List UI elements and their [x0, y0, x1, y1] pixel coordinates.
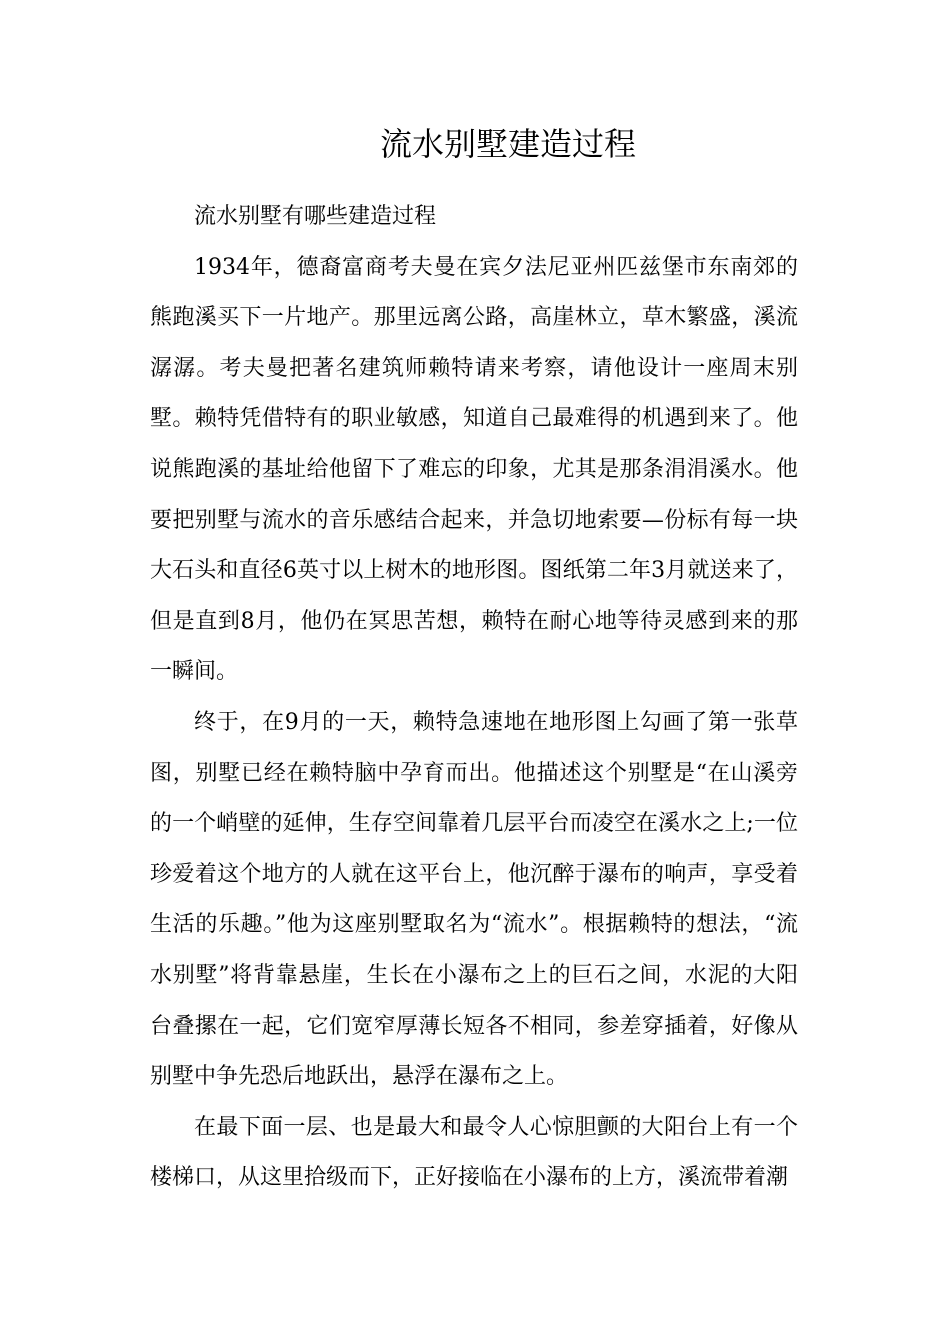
- paragraph-sketch: 终于，在9月的一天，赖特急速地在地形图上勾画了第一张草图，别墅已经在赖特脑中孕育而出。他描述这个别墅是“在山溪旁的一个峭壁的延伸，生存空间靠着几层平台而凌空在溪水之上;一位珍爱着这个地方的人就在这平台上，他沉醉于瀑布的响声，享受着生活的乐趣。”他为这座别墅取名为“流水”。根据赖特的想法，“流水别墅”将背靠悬崖，生长在小瀑布之上的巨石之间，水泥的大阳台叠摞在一起，它们宽窄厚薄长短各不相同，参差穿插着，好像从别墅中争先恐后地跃出，悬浮在瀑布之上。: [150, 709, 798, 1090]
- paragraph-terrace: 在最下面一层、也是最大和最令人心惊胆颤的大阳台上有一个楼梯口，从这里拾级而下，正好接临在小瀑布的上方，溪流带着潮: [150, 1114, 798, 1191]
- paragraph-subtitle: 流水别墅有哪些建造过程: [194, 204, 437, 229]
- document-body: [150, 192, 798, 1204]
- paragraph-1934-purchase: 1934年，德裔富商考夫曼在宾夕法尼亚州匹兹堡市东南郊的熊跑溪买下一片地产。那里远离公路，高崖林立，草木繁盛，溪流潺潺。考夫曼把著名建筑师赖特请来考察，请他设计一座周末别墅。赖特凭借特有的职业敏感，知道自己最难得的机遇到来了。他说熊跑溪的基址给他留下了难忘的印象，尤其是那条涓涓溪水。他要把别墅与流水的音乐感结合起来，并急切地索要—份标有每一块大石头和直径6英寸以上树木的地形图。图纸第二年3月就送来了，但是直到8月，他仍在冥思苦想，赖特在耐心地等待灵感到来的那一瞬间。: [150, 254, 798, 685]
- document-title: 流水别墅建造过程: [379, 125, 636, 163]
